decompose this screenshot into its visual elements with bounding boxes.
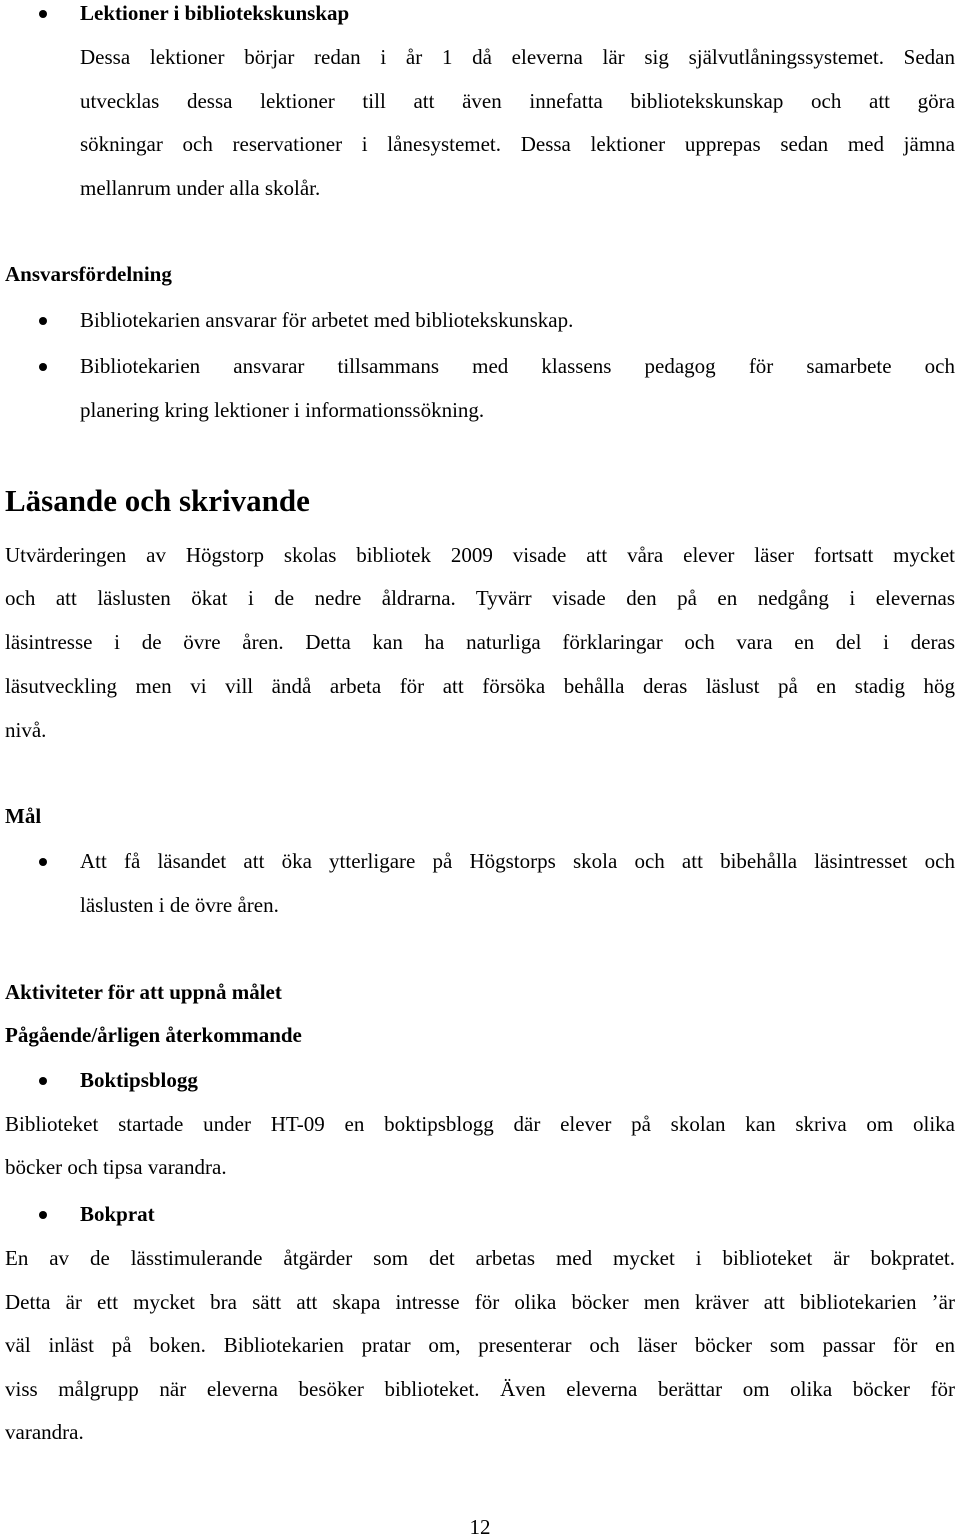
bullet-icon xyxy=(39,858,47,866)
boktips-title: Boktipsblogg xyxy=(80,1068,198,1092)
bokprat-line: viss målgrupp när eleverna besöker biblioteket. Även eleverna berättar om olika böcker för xyxy=(5,1377,955,1401)
ansvar-item-line: Bibliotekarien ansvarar tillsammans med klassens pedagog för samarbete och xyxy=(80,354,955,378)
boktips-line: böcker och tipsa varandra. xyxy=(5,1155,227,1179)
aktiviteter-heading: Aktiviteter för att uppnå målet xyxy=(5,980,282,1004)
bullet-icon xyxy=(39,10,47,18)
lektioner-line: mellanrum under alla skolår. xyxy=(80,176,321,200)
bokprat-line: varandra. xyxy=(5,1420,84,1444)
lasande-heading: Läsande och skrivande xyxy=(5,483,310,518)
mal-item-line: Att få läsandet att öka ytterligare på Högstorps skola och att bibehålla läsintresset och xyxy=(80,849,955,873)
lasande-line: nivå. xyxy=(5,718,47,742)
ansvar-item: Bibliotekarien ansvarar för arbetet med bibliotekskunskap. xyxy=(80,308,574,332)
lasande-line: Utvärderingen av Högstorp skolas bibliotek 2009 visade att våra elever läser fortsatt mycket xyxy=(5,543,955,567)
lasande-line: och att läslusten ökat i de nedre åldrarna. Tyvärr visade den på en nedgång i elevernas xyxy=(5,586,955,610)
bullet-icon xyxy=(39,1211,47,1219)
bullet-icon xyxy=(39,317,47,325)
lektioner-heading: Lektioner i bibliotekskunskap xyxy=(80,1,350,25)
page-number: 12 xyxy=(469,1515,491,1539)
bullet-icon xyxy=(39,363,47,371)
bokprat-title: Bokprat xyxy=(80,1202,155,1226)
aktiviteter-subheading: Pågående/årligen återkommande xyxy=(5,1023,302,1047)
ansvar-item-line: planering kring lektioner i informationssökning. xyxy=(80,398,485,422)
lasande-line: läsintresse i de övre åren. Detta kan ha naturliga förklaringar och vara en del i deras xyxy=(5,630,955,654)
mal-item-line: läslusten i de övre åren. xyxy=(80,893,279,917)
lektioner-line: Dessa lektioner börjar redan i år 1 då eleverna lär sig självutlåningssystemet. Sedan xyxy=(80,45,955,69)
bokprat-line: väl inläst på boken. Bibliotekarien pratar om, presenterar och läser böcker som passar för en xyxy=(5,1333,955,1357)
bullet-icon xyxy=(39,1077,47,1085)
mal-heading: Mål xyxy=(5,804,42,828)
bokprat-line: En av de lässtimulerande åtgärder som det arbetas med mycket i biblioteket är bokpratet. xyxy=(5,1246,955,1270)
ansvar-heading: Ansvarsfördelning xyxy=(5,262,172,286)
lektioner-line: sökningar och reservationer i lånesystemet. Dessa lektioner upprepas sedan med jämna xyxy=(80,132,955,156)
boktips-line: Biblioteket startade under HT-09 en boktipsblogg där elever på skolan kan skriva om olika xyxy=(5,1112,955,1136)
lasande-line: läsutveckling men vi vill ändå arbeta för att försöka behålla deras läslust på en stadig hög xyxy=(5,674,955,698)
lektioner-line: utvecklas dessa lektioner till att även innefatta bibliotekskunskap och att göra xyxy=(80,89,955,113)
bokprat-line: Detta är ett mycket bra sätt att skapa intresse för olika böcker men kräver att bibliotekarien ’är xyxy=(5,1290,955,1314)
